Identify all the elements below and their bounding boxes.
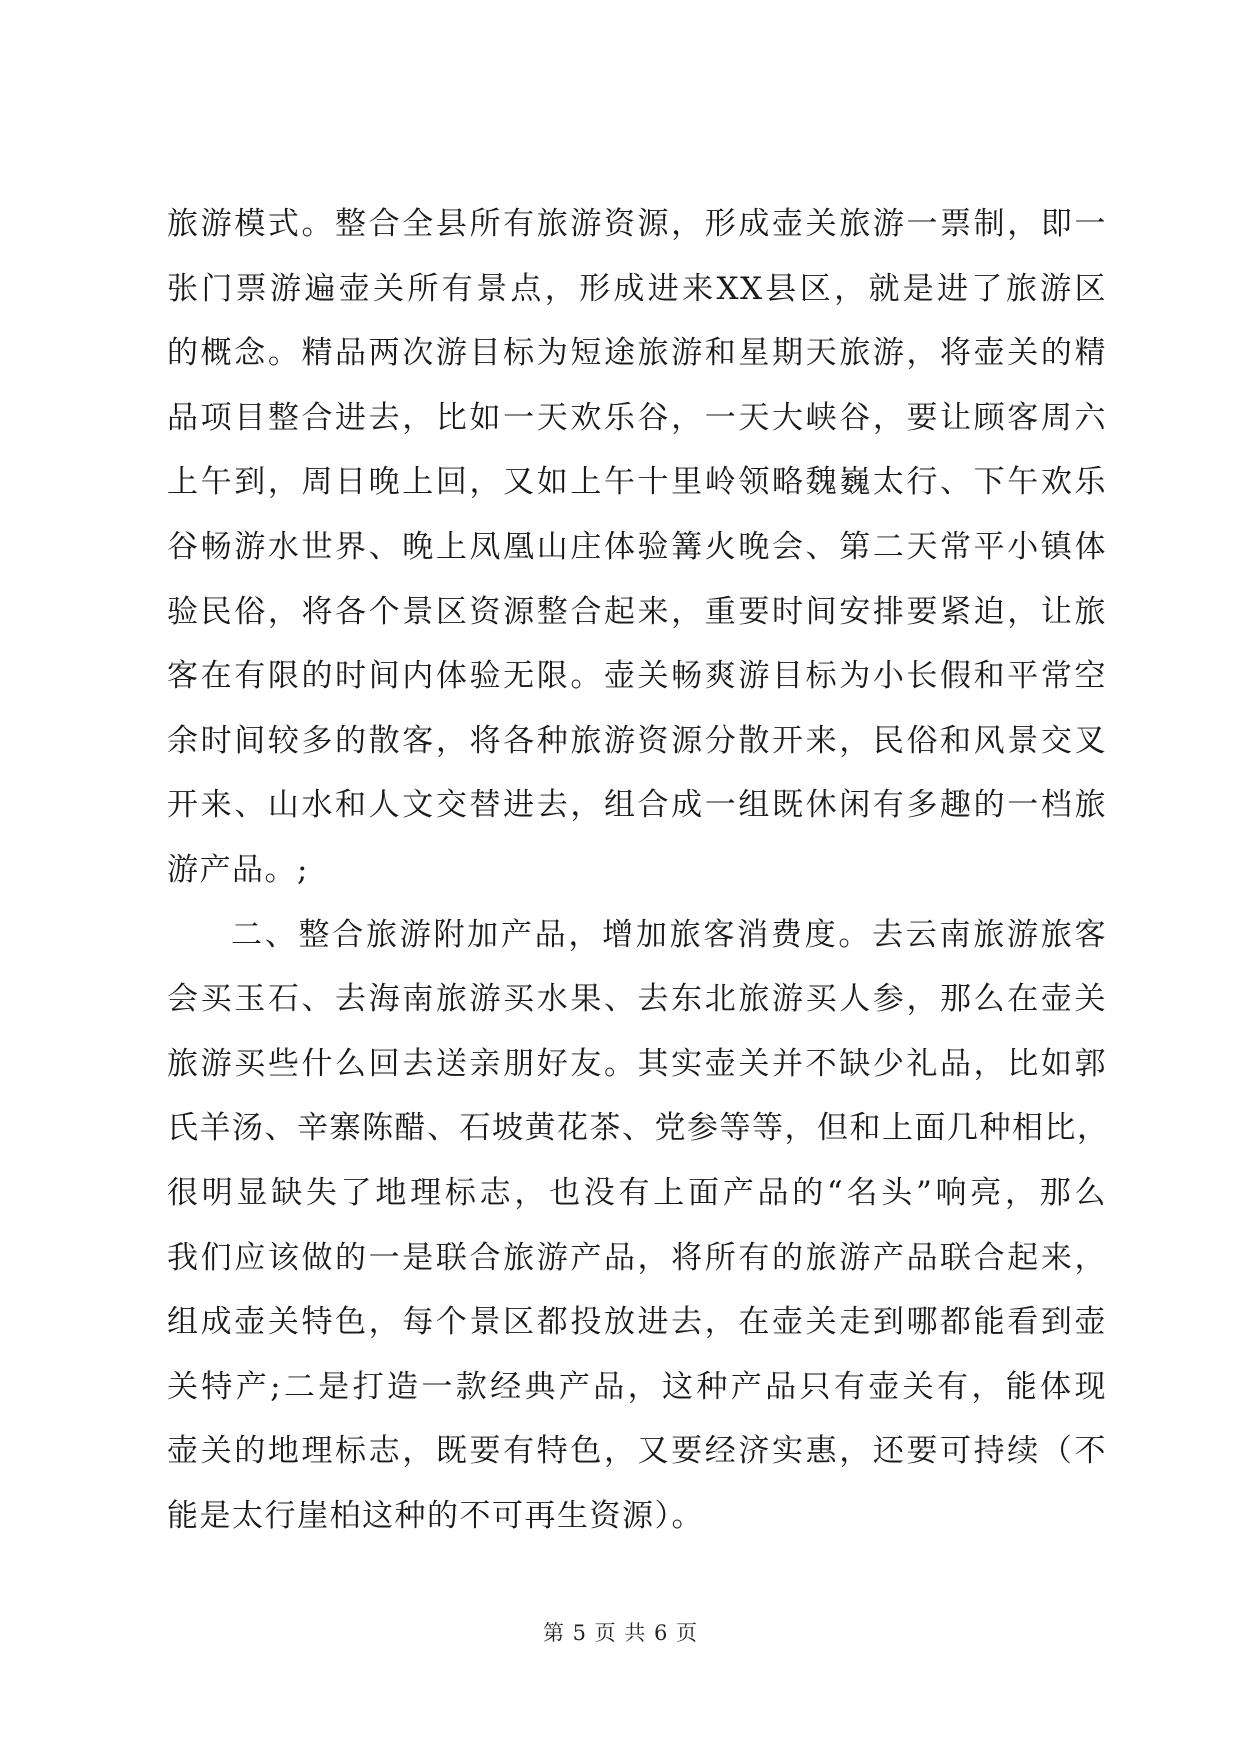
text-line: 壶关的地理标志，既要有特色，又要经济实惠，还要可持续（不	[167, 1433, 1107, 1470]
text-line: 开来、山水和人文交替进去，组合成一组既休闲有多趣的一档旅	[167, 787, 1107, 824]
text-line: 验民俗，将各个景区资源整合起来，重要时间安排要紧迫，让旅	[167, 593, 1107, 630]
text-line: 我们应该做的一是联合旅游产品，将所有的旅游产品联合起来，	[167, 1239, 1107, 1276]
section-heading-line: 二、整合旅游附加产品，增加旅客消费度。去云南旅游旅客	[231, 916, 1107, 953]
text-line: 谷畅游水世界、晚上凤凰山庄体验篝火晚会、第二天常平小镇体	[167, 528, 1107, 565]
text-line: 会买玉石、去海南旅游买水果、去东北旅游买人参，那么在壶关	[167, 981, 1107, 1018]
text-line: 游产品。;	[167, 851, 309, 888]
text-line: 氏羊汤、辛寨陈醋、石坡黄花茶、党参等等，但和上面几种相比，	[167, 1110, 1110, 1147]
text-line: 余时间较多的散客，将各种旅游资源分散开来，民俗和风景交叉	[167, 722, 1107, 759]
text-line: 很明显缺失了地理标志，也没有上面产品的“名头”响亮，那么	[167, 1174, 1107, 1211]
text-line: 能是太行崖柏这种的不可再生资源）。	[167, 1497, 704, 1534]
text-line: 旅游模式。整合全县所有旅游资源，形成壶关旅游一票制，即一	[167, 206, 1107, 242]
text-line: 客在有限的时间内体验无限。壶关畅爽游目标为小长假和平常空	[167, 658, 1107, 695]
text-line: 张门票游遍壶关所有景点，形成进来XX县区，就是进了旅游区	[167, 270, 1107, 307]
document-body	[167, 192, 1110, 1548]
text-line: 的概念。精品两次游目标为短途旅游和星期天旅游，将壶关的精	[167, 335, 1107, 372]
text-line: 组成壶关特色，每个景区都投放进去，在壶关走到哪都能看到壶	[167, 1304, 1107, 1341]
text-line: 上午到，周日晚上回，又如上午十里岭领略魏巍太行、下午欢乐	[167, 464, 1107, 501]
text-line: 关特产;二是打造一款经典产品，这种产品只有壶关有，能体现	[167, 1368, 1107, 1405]
page-number-footer: 第 5 页 共 6 页	[542, 1621, 699, 1645]
text-line: 旅游买些什么回去送亲朋好友。其实壶关并不缺少礼品，比如郭	[167, 1045, 1107, 1082]
text-line: 品项目整合进去，比如一天欢乐谷，一天大峡谷，要让顾客周六	[167, 399, 1107, 436]
